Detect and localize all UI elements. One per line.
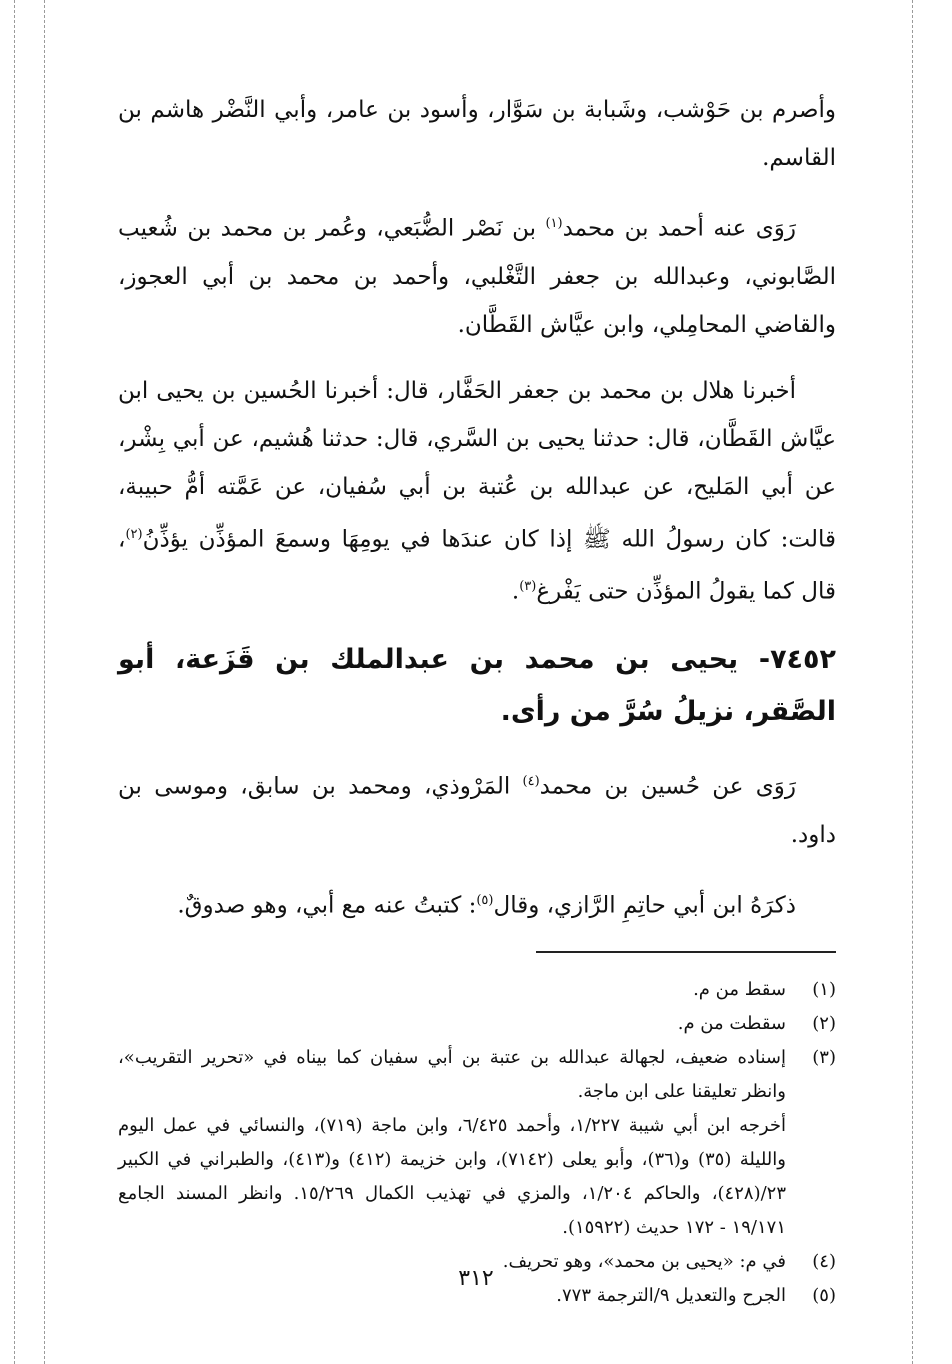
paragraph-3-text-c: . <box>511 578 520 605</box>
paragraph-3 <box>118 367 836 616</box>
footnote-3 <box>118 1041 836 1109</box>
paragraph-5-text-b: : كتبتُ عنه مع أبي، وهو صدوقٌ. <box>177 892 477 919</box>
footnote-3-continuation: أخرجه ابن أبي شيبة ١/٢٢٧، وأحمد ٦/٤٢٥، وابن ماجة (٧١٩)، والنسائي في عمل اليوم والليلة (٣٥) و(٣٦)، وأبو يعلى (٧١٤٢)، وابن خزيمة (٤١٢) و(٤١٣)، والطبراني في الكبير ٢٣/(٤٢٨)، والحاكم ١/٢٠٤، والمزي في تهذيب الكمال ١٥/٢٦٩. وانظر المسند الجامع ١٩/١٧١ - ١٧٢ حديث (١٥٩٢٢). <box>118 1115 786 1239</box>
footnote-ref-3[interactable]: (٣) <box>519 579 537 595</box>
footnote-number: (١) <box>812 979 836 1001</box>
paragraph-5 <box>118 877 836 930</box>
footnote-number: (٤) <box>812 1251 836 1273</box>
footnote-number: (٥) <box>812 1285 836 1307</box>
scan-artifact-line-right <box>912 0 913 1364</box>
paragraph-4-text-b: المَرْوذي، ومحمد بن سابق، وموسى بن داود. <box>118 773 836 848</box>
footnote-1 <box>118 973 836 1007</box>
paragraph-2 <box>118 200 836 349</box>
page-body <box>118 86 836 1313</box>
page-number: ٣١٢ <box>458 1266 494 1291</box>
footnote-text: في م: «يحيى بن محمد»، وهو تحريف. <box>502 1251 786 1273</box>
entry-title: يحيى بن محمد بن عبدالملك بن قَزَعة، أبو الصَّقر، نزيلُ سُرَّ من رأى. <box>118 643 836 727</box>
footnote-number: (٣) <box>812 1047 836 1069</box>
paragraph-2-text-a: رَوَى عنه أحمد بن محمد <box>562 215 796 242</box>
footnote-text: سقط من م. <box>693 979 786 1001</box>
footnote-ref-5[interactable]: (٥) <box>476 892 494 908</box>
paragraph-4-text-a: رَوَى عن حُسين بن محمد <box>539 773 796 800</box>
footnote-ref-4[interactable]: (٤) <box>522 773 540 789</box>
footnote-text: الجرح والتعديل ٩/الترجمة ٧٧٣. <box>556 1285 786 1307</box>
paragraph-5-text-a: ذكرَهُ ابن أبي حاتِمِ الرَّازي، وقال <box>493 892 796 919</box>
footnote-separator <box>536 951 836 953</box>
footnote-number: (٢) <box>812 1013 836 1035</box>
paragraph-3-text-b: ، قال كما يقولُ المؤذِّن حتى يَفْرغ <box>118 526 836 605</box>
paragraph-1-text: وأصرم بن حَوْشب، وشَبابة بن سَوَّار، وأسود بن عامر، وأبي النَّضْر هاشم بن القاسم. <box>118 97 836 171</box>
paragraph-4 <box>118 758 836 859</box>
paragraph-1 <box>118 86 836 182</box>
paragraph-2-text-b: بن نَصْر الضُّبَعي، وعُمر بن محمد بن شُعيب الصَّابوني، وعبدالله بن جعفر التَّغْلبي، وأحمد بن محمد بن أبي العجوز، والقاضي المحامِلي، وابن عيَّاش القَطَّان. <box>118 215 836 338</box>
footnote-text: سقطت من م. <box>677 1013 786 1035</box>
scan-artifact-line-left-2 <box>44 0 45 1364</box>
footnote-ref-1[interactable]: (١) <box>545 216 563 231</box>
entry-heading <box>118 634 836 738</box>
scan-artifact-line-left <box>14 0 15 1364</box>
footnote-text: إسناده ضعيف، لجهالة عبدالله بن عتبة بن أبي سفيان كما بيناه في «تحرير التقريب»، وانظر تعليقنا على ابن ماجة. <box>118 1047 786 1103</box>
footnote-2 <box>118 1007 836 1041</box>
footnote-ref-2[interactable]: (٢) <box>125 526 143 542</box>
paragraph-3-text-a: أخبرنا هلال بن محمد بن جعفر الحَفَّار، قال: أخبرنا الحُسين بن يحيى ابن عيَّاش القَطَّان، قال: حدثنا يحيى بن السَّري، قال: حدثنا هُشيم، عن أبي بِشْر، عن أبي المَليح، عن عبدالله بن عُتبة بن أبي سُفيان، عن عَمَّته أمُّ حبيبة، قالت: كان رسولُ الله ﷺ إذا كان عندَها في يومِهَا وسمعَ المؤذِّن يؤذِّنُ <box>118 377 836 553</box>
entry-number: ٧٤٥٢- <box>758 643 836 675</box>
